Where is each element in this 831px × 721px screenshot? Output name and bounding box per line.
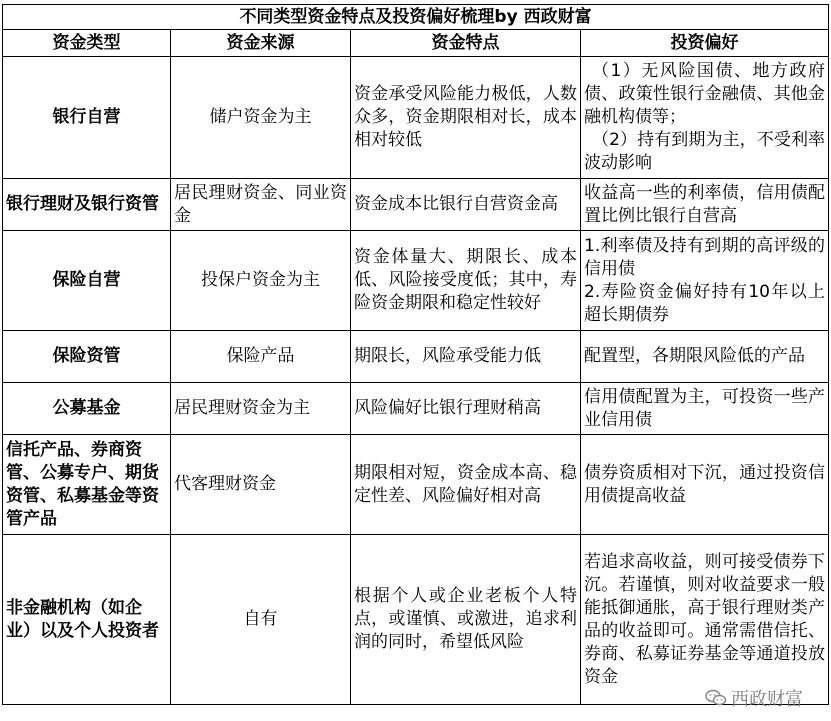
investment-preference-cell (581, 535, 829, 705)
title-row (3, 5, 829, 30)
fund-type-cell: 保险自营 (3, 231, 171, 331)
preference-line: 配置型，各期限风险低的产品 (584, 346, 805, 366)
investment-preference-cell (581, 57, 829, 179)
investment-preference-cell (581, 383, 829, 435)
investment-preference-cell (581, 331, 829, 383)
preference-line: 1.利率债及持有到期的高评级的信用债 (584, 235, 826, 279)
preference-line: 债券资质相对下沉，通过投资信用债提高收益 (584, 462, 826, 506)
table-row (3, 535, 829, 705)
fund-features-cell: 期限相对短，资金成本高、稳定性差、风险偏好相对高 (351, 435, 581, 535)
wechat-icon (705, 689, 727, 707)
header-row (3, 30, 829, 57)
fund-type-cell: 非金融机构（如企业）以及个人投资者 (3, 535, 171, 705)
fund-comparison-table (2, 4, 829, 705)
table-title: 不同类型资金特点及投资偏好梳理by 西政财富 (3, 5, 829, 30)
preference-line: 若追求高收益，则可接受债券下沉。若谨慎，则对收益要求一般能抵御通胀，高于银行理财类产品的收益即可。通常需借信托、券商、私募证券基金等通道投放资金 (584, 551, 826, 687)
fund-features-cell: 资金成本比银行自营资金高 (351, 179, 581, 231)
watermark (705, 685, 803, 711)
table-row (3, 231, 829, 331)
header-fund-source: 资金来源 (171, 30, 351, 57)
table-row (3, 179, 829, 231)
preference-line: （1）无风险国债、地方政府债、政策性银行金融债、其他金融机构债等； (584, 61, 826, 127)
table-row (3, 435, 829, 535)
investment-preference-cell (581, 435, 829, 535)
fund-type-cell: 银行理财及银行资管 (3, 179, 171, 231)
fund-type-cell: 信托产品、券商资管、公募专户、期货资管、私募基金等资管产品 (3, 435, 171, 535)
fund-source-cell: 居民理财资金为主 (171, 383, 351, 435)
fund-features-cell: 根据个人或企业老板个人特点，或谨慎、或激进，追求利润的同时，希望低风险 (351, 535, 581, 705)
fund-features-cell: 期限长，风险承受能力低 (351, 331, 581, 383)
preference-line: 信用债配置为主，可投资一些产业信用债 (584, 386, 826, 430)
table-row (3, 57, 829, 179)
fund-features-cell: 风险偏好比银行理财稍高 (351, 383, 581, 435)
fund-type-cell: 公募基金 (3, 383, 171, 435)
investment-preference-cell (581, 231, 829, 331)
fund-source-cell: 代客理财资金 (171, 435, 351, 535)
watermark-text: 西政财富 (731, 689, 803, 710)
table-row (3, 331, 829, 383)
fund-source-cell: 储户资金为主 (171, 57, 351, 179)
preference-line: 收益高一些的利率债，信用债配置比例比银行自营高 (584, 182, 826, 226)
fund-features-cell: 资金承受风险能力极低，人数众多，资金期限相对长，成本相对较低 (351, 57, 581, 179)
header-fund-features: 资金特点 (351, 30, 581, 57)
fund-type-cell: 银行自营 (3, 57, 171, 179)
fund-source-cell: 保险产品 (171, 331, 351, 383)
header-investment-preference: 投资偏好 (581, 30, 829, 57)
fund-type-cell: 保险资管 (3, 331, 171, 383)
investment-preference-cell (581, 179, 829, 231)
preference-line: 2.寿险资金偏好持有10年以上超长期债券 (584, 281, 826, 325)
fund-source-cell: 自有 (171, 535, 351, 705)
header-fund-type: 资金类型 (3, 30, 171, 57)
fund-source-cell: 居民理财资金、同业资金 (171, 179, 351, 231)
preference-line: （2）持有到期为主，不受利率波动影响 (584, 130, 826, 173)
fund-features-cell: 资金体量大、期限长、成本低、风险接受度低；其中，寿险资金期限和稳定性较好 (351, 231, 581, 331)
table-row (3, 383, 829, 435)
fund-source-cell: 投保户资金为主 (171, 231, 351, 331)
